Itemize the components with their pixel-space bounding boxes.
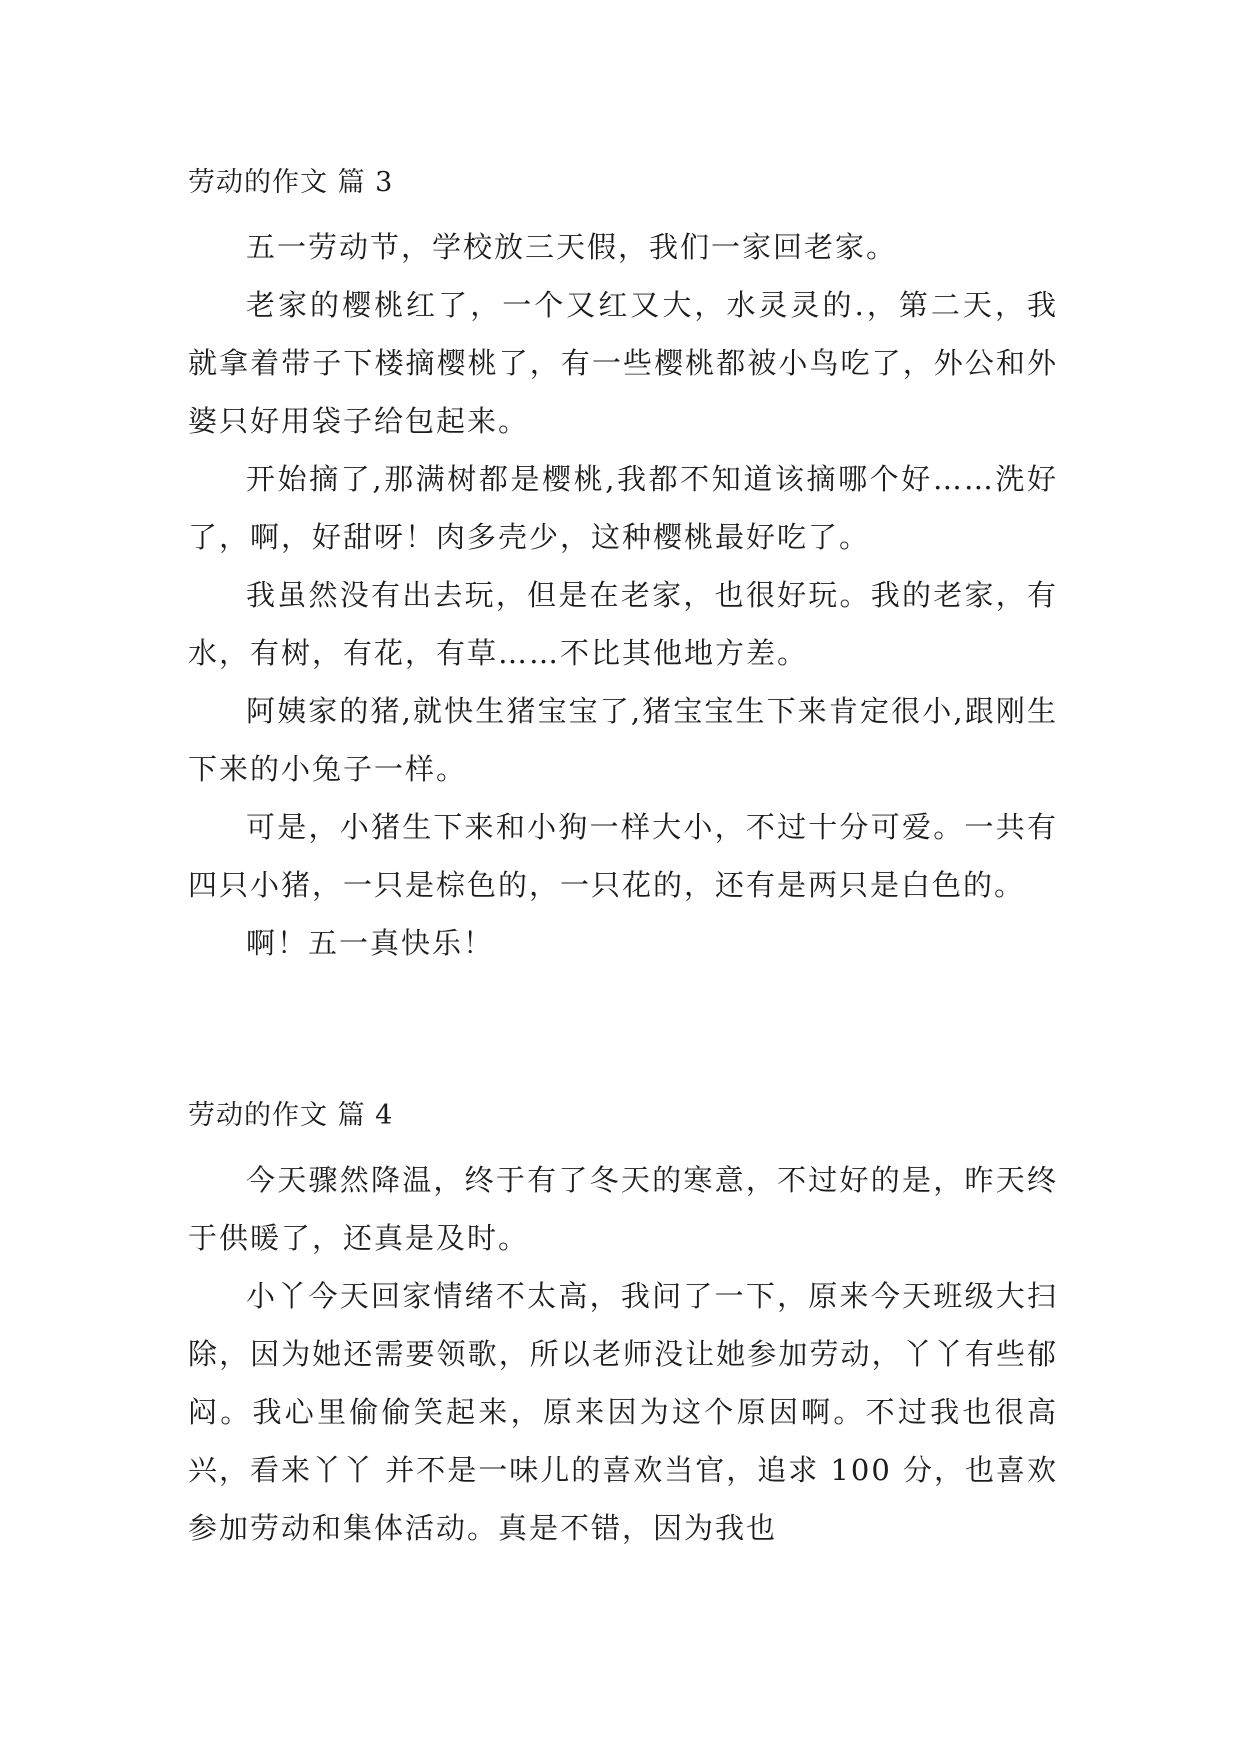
essay-section-3 xyxy=(188,161,1058,972)
paragraph: 啊！五一真快乐！ xyxy=(246,926,495,960)
essay-section-4 xyxy=(188,1094,1058,1557)
section-heading: 劳动的作文 篇 3 xyxy=(188,167,394,198)
paragraph: 开始摘了,那满树都是樱桃,我都不知道该摘哪个好……洗好了，啊，好甜呀！肉多壳少，这种樱桃最好吃了。 xyxy=(188,462,1058,554)
paragraph: 老家的樱桃红了，一个又红又大，水灵灵的.，第二天，我就拿着带子下楼摘樱桃了，有一些樱桃都被小鸟吃了，外公和外婆只好用袋子给包起来。 xyxy=(188,288,1058,438)
paragraph: 今天骤然降温，终于有了冬天的寒意，不过好的是，昨天终于供暖了，还真是及时。 xyxy=(188,1163,1058,1255)
paragraph: 可是，小猪生下来和小狗一样大小，不过十分可爱。一共有四只小猪，一只是棕色的，一只花的，还有是两只是白色的。 xyxy=(188,810,1058,902)
paragraph: 我虽然没有出去玩，但是在老家，也很好玩。我的老家，有水，有树，有花，有草……不比其他地方差。 xyxy=(188,578,1058,670)
section-heading: 劳动的作文 篇 4 xyxy=(188,1100,394,1131)
paragraph: 五一劳动节，学校放三天假，我们一家回老家。 xyxy=(246,230,898,264)
paragraph: 小丫今天回家情绪不太高，我问了一下，原来今天班级大扫除，因为她还需要领歌，所以老师没让她参加劳动，丫丫有些郁闷。我心里偷偷笑起来，原来因为这个原因啊。不过我也很高兴，看来丫丫 并不是一味儿的喜欢当官，追求 100 分，也喜欢参加劳动和集体活动。真是不错，因为我也 xyxy=(188,1279,1059,1545)
paragraph: 阿姨家的猪,就快生猪宝宝了,猪宝宝生下来肯定很小,跟刚生下来的小兔子一样。 xyxy=(188,694,1058,786)
